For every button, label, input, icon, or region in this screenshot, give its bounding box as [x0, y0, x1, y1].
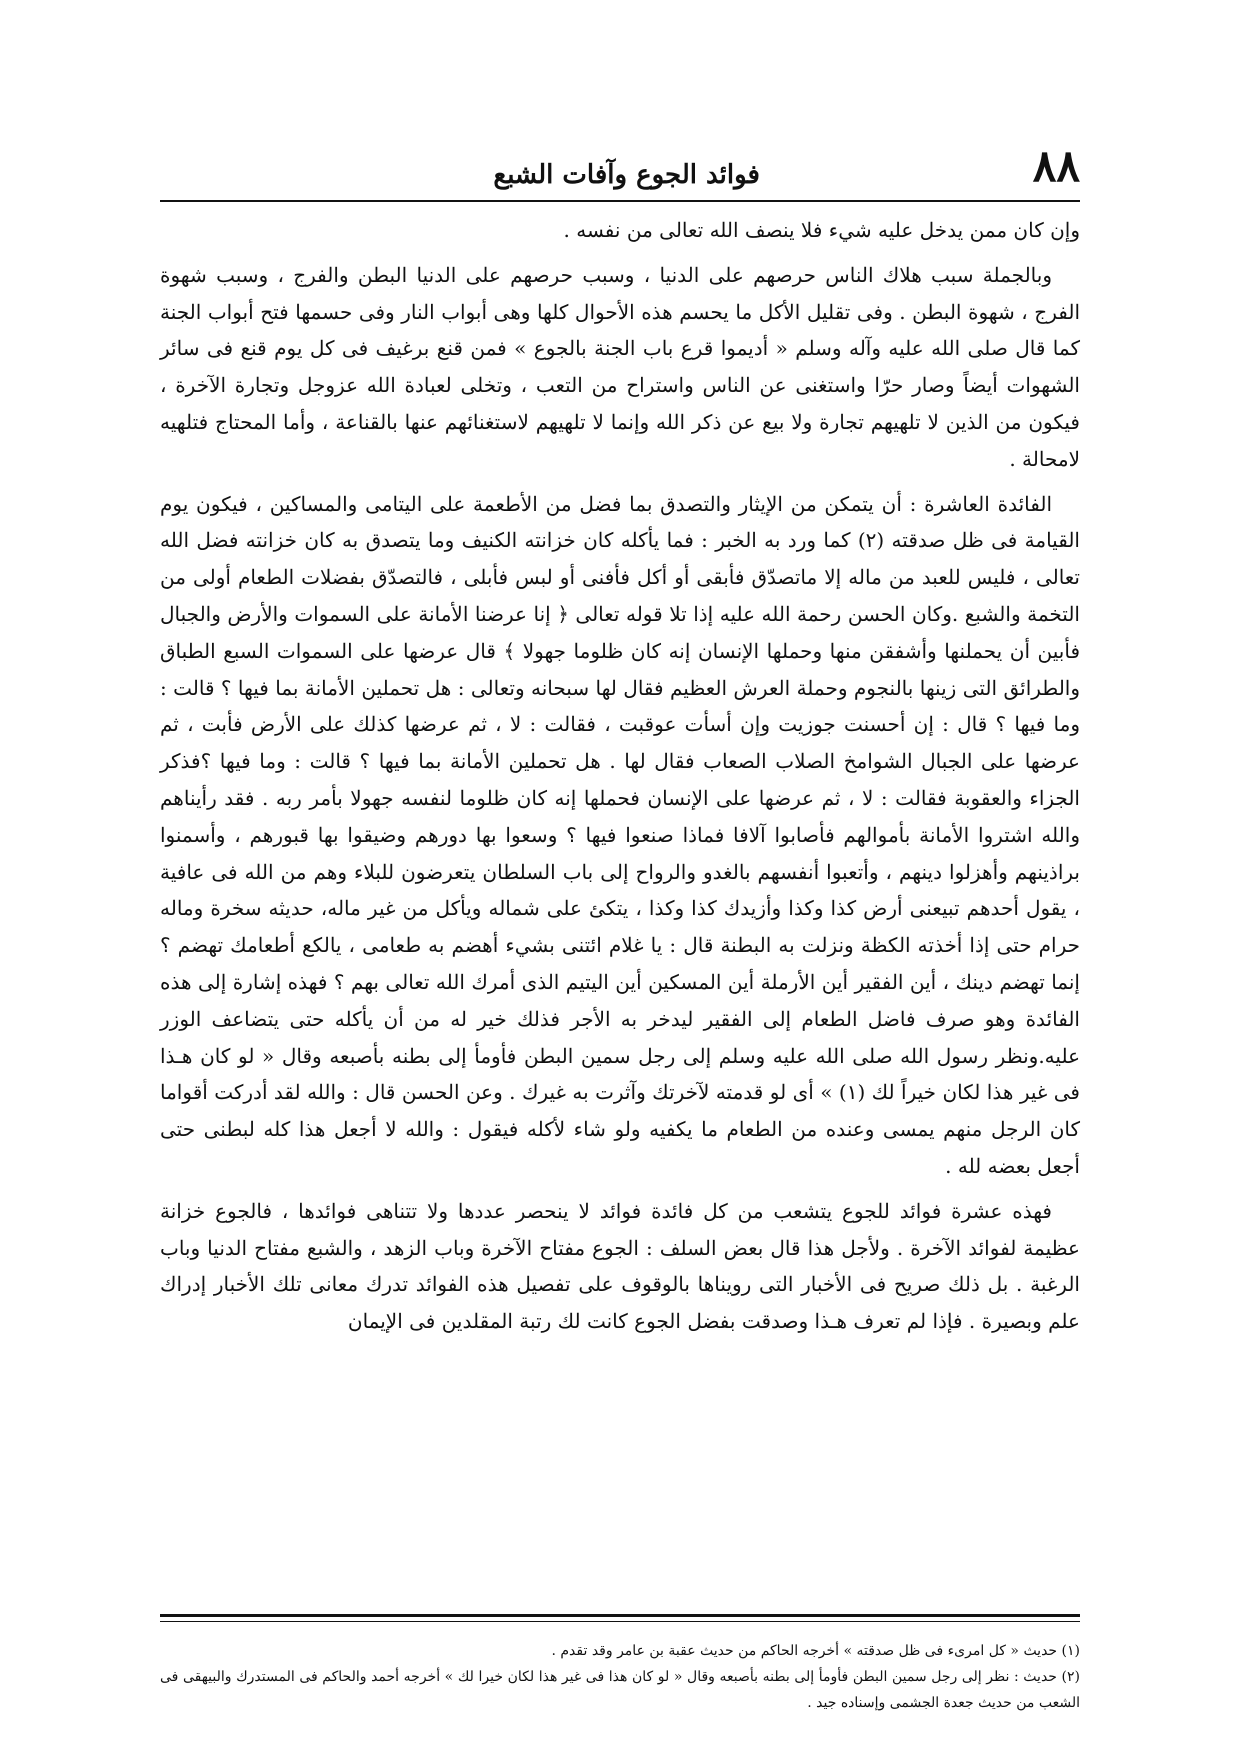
main-text: [160, 212, 1080, 1348]
paragraph: وإن كان ممن يدخل عليه شيء فلا ينصف الله تعالى من نفسه .: [563, 218, 1080, 242]
running-title: فوائد الجوع وآفات الشبع: [493, 160, 760, 190]
footnote: (١) حديث « كل امرىء فى ظل صدقته » أخرجه الحاكم من حديث عقبة بن عامر وقد تقدم .: [551, 1643, 1080, 1659]
paragraph: فهذه عشرة فوائد للجوع يتشعب من كل فائدة فوائد لا ينحصر عددها ولا تتناهى فوائدها ، فالجوع خزانة عظيمة لفوائد الآخرة . ولأجل هذا قال بعض السلف : الجوع مفتاح الآخرة وباب الزهد ، والشبع مفتاح الدنيا وباب الرغبة . بل ذلك صريح فى الأخبار التى رويناها بالوقوف على تفصيل هذه الفوائد تدرك معانى تلك الأخبار إدراك علم وبصيرة . فإذا لم تعرف هـذا وصدقت بفضل الجوع كانت لك رتبة المقلدين فى الإيمان: [160, 1198, 1080, 1334]
page-header: [160, 141, 1080, 200]
footnote-divider-thin: [160, 1621, 1080, 1622]
footnote: (٢) حديث : نظر إلى رجل سمين البطن فأومأ إلى بطنه بأصبعه وقال « لو كان هذا فى غير هذا لكان خيرا لك » أخرجه أحمد والحاكم فى المستدرك والبيهقى فى الشعب من حديث جعدة الجشمى وإسناده جيد .: [160, 1669, 1080, 1711]
header-rule: [160, 200, 1080, 202]
paragraph: الفائدة العاشرة : أن يتمكن من الإيثار والتصدق بما فضل من الأطعمة على اليتامى والمساكين ، فيكون يوم القيامة فى ظل صدقته (٢) كما ورد به الخبر : فما يأكله كان خزانته الكنيف وما يتصدق به كان خزانته فضل الله تعالى ، فليس للعبد من ماله إلا ماتصدّق فأبقى أو أكل فأفنى أو لبس فأبلى ، فالتصدّق بفضلات الطعام أولى من التخمة والشبع .وكان الحسن رحمة الله عليه إذا تلا قوله تعالى ﴿ إنا عرضنا الأمانة على السموات والأرض والجبال فأبين أن يحملنها وأشفقن منها وحملها الإنسان إنه كان ظلوما جهولا ﴾ قال عرضها على السموات السبع الطباق والطرائق التى زينها بالنجوم وحملة العرش العظيم فقال لها سبحانه وتعالى : هل تحملين الأمانة بما فيها ؟ قالت : وما فيها ؟ قال : إن أحسنت جوزيت وإن أسأت عوقبت ، فقالت : لا ، ثم عرضها كذلك على الأرض فأبت ، ثم عرضها على الجبال الشوامخ الصلاب الصعاب فقال لها . هل تحملين الأمانة بما فيها ؟ قالت : وما فيها ؟فذكر الجزاء والعقوبة فقالت : لا ، ثم عرضها على الإنسان فحملها إنه كان ظلوما لنفسه جهولا بأمر ربه . فقد رأيناهم والله اشتروا الأمانة بأموالهم فأصابوا آلافا فماذا صنعوا فيها ؟ وسعوا بها دورهم وضيقوا بها قبورهم ، وأسمنوا براذينهم وأهزلوا دينهم ، وأتعبوا أنفسهم بالغدو والرواح إلى باب السلطان يتعرضون للبلاء وهم من الله فى عافية ، يقول أحدهم تبيعنى أرض كذا وكذا وأزيدك كذا وكذا ، يتكئ على شماله ويأكل من غير ماله، حديثه سخرة وماله حرام حتى إذا أخذته الكظة ونزلت به البطنة قال : يا غلام ائتنى بشيء أهضم به طعامى ، يالكع أطعامك تهضم ؟ إنما تهضم دينك ، أين الفقير أين الأرملة أين المسكين أين اليتيم الذى أمرك الله تعالى بهم ؟ فهذه إشارة إلى هذه الفائدة وهو صرف فاضل الطعام إلى الفقير ليدخر به الأجر فذلك خير له من أن يأكله حتى يتضاعف الوزر عليه.ونظر رسول الله صلى الله عليه وسلم إلى رجل سمين البطن فأومأ إلى بطنه بأصبعه وقال « لو كان هـذا فى غير هذا لكان خيراً لك (١) » أى لو قدمته لآخرتك وآثرت به غيرك . وعن الحسن قال : والله لقد أدركت أقواما كان الرجل منهم يمسى وعنده من الطعام ما يكفيه ولو شاء لأكله فيقول : والله لا أجعل هذا كله لبطنى حتى أجعل بعضه لله .: [160, 491, 1081, 1178]
paragraph: وبالجملة سبب هلاك الناس حرصهم على الدنيا ، وسبب حرصهم على الدنيا البطن والفرج ، وسبب شهوة الفرج ، شهوة البطن . وفى تقليل الأكل ما يحسم هذه الأحوال كلها وهى أبواب النار وفى حسمها فتح أبواب الجنة كما قال صلى الله عليه وآله وسلم « أديموا قرع باب الجنة بالجوع » فمن قنع برغيف فى كل يوم قنع فى سائر الشهوات أيضاً وصار حرّا واستغنى عن الناس واستراح من التعب ، وتخلى لعبادة الله عزوجل وتجارة الآخرة ، فيكون من الذين لا تلهيهم تجارة ولا بيع عن ذكر الله وإنما لا تلهيهم لاستغنائهم عنها بالقناعة ، وأما المحتاج فتلهيه لامحالة .: [160, 262, 1080, 471]
footnote-divider: [160, 1614, 1080, 1617]
page-number: ٨٨: [1032, 141, 1080, 192]
footnotes: [160, 1638, 1080, 1716]
